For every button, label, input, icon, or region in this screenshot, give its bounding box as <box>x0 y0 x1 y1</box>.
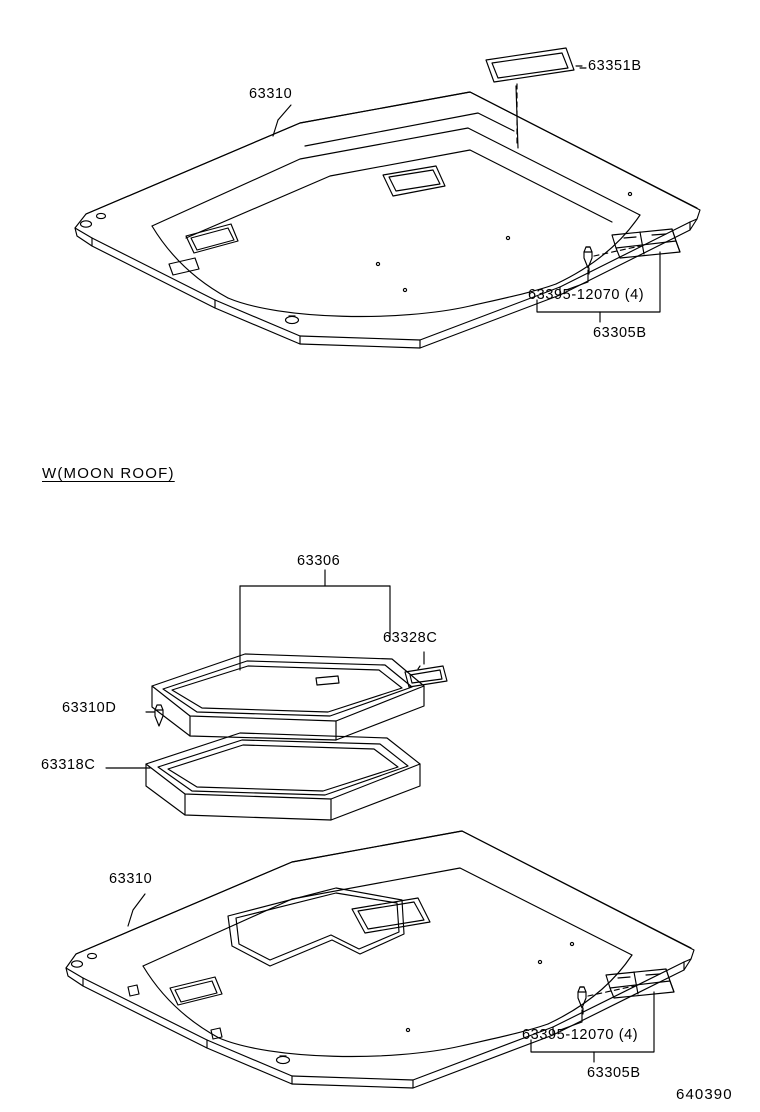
part-label-63305b-bottom: 63305B <box>587 1065 641 1081</box>
part-label-63395-top: 63395-12070 (4) <box>528 287 645 303</box>
section-heading-moonroof: W(MOON ROOF) <box>42 465 175 482</box>
part-label-63305b-top: 63305B <box>593 325 647 341</box>
part-label-63395-bottom: 63395-12070 (4) <box>522 1027 639 1043</box>
diagram-figure-number: 640390 <box>676 1086 733 1103</box>
part-label-63318c: 63318C <box>41 757 96 773</box>
part-label-63310-top: 63310 <box>249 86 293 102</box>
part-label-63328c: 63328C <box>383 630 438 646</box>
part-label-63310d: 63310D <box>62 700 117 716</box>
part-label-63306: 63306 <box>297 553 341 569</box>
part-label-63351b: 63351B <box>588 58 642 74</box>
part-label-63310-bottom: 63310 <box>109 871 153 887</box>
